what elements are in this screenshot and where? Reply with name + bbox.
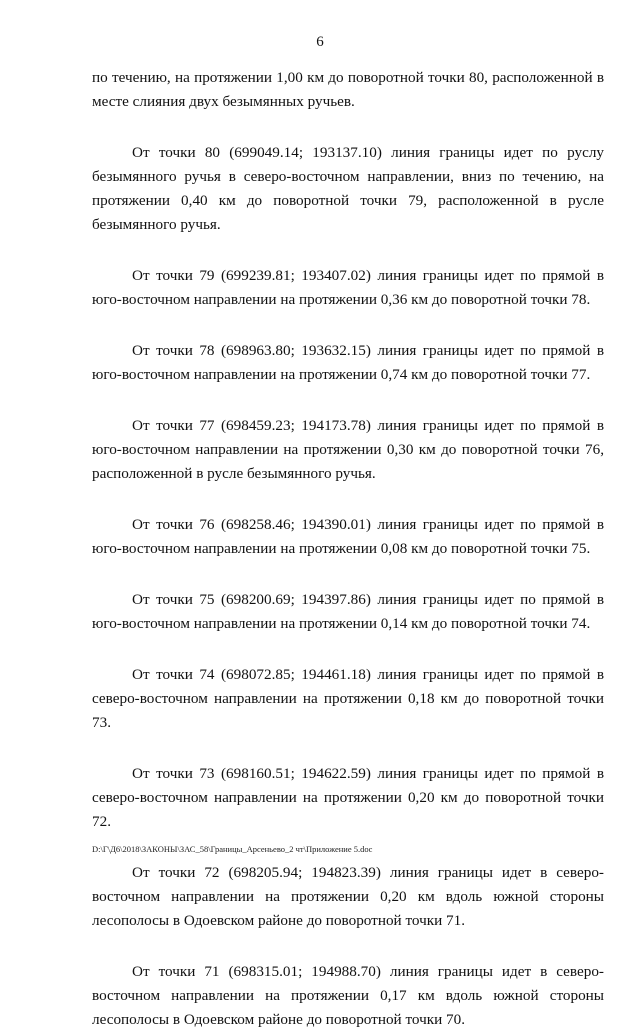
paragraph-point-78: От точки 78 (698963.80; 193632.15) линия границы идет по прямой в юго-восточном направлении на протяжении 0,74 км до поворотной точки 77. [92, 342, 604, 383]
paragraph-point-76: От точки 76 (698258.46; 194390.01) линия границы идет по прямой в юго-восточном направлении на протяжении 0,08 км до поворотной точки 75. [92, 516, 604, 557]
paragraph-point-77: От точки 77 (698459.23; 194173.78) линия границы идет по прямой в юго-восточном направлении на протяжении 0,30 км до поворотной точки 76, расположенной в русле безымянного ручья. [92, 417, 604, 482]
paragraph-continuation: по течению, на протяжении 1,00 км до поворотной точки 80, расположенной в месте слияния двух безымянных ручьев. [92, 69, 604, 110]
page-number: 6 [316, 34, 324, 50]
paragraph-point-74: От точки 74 (698072.85; 194461.18) линия границы идет по прямой в северо-восточном направлении на протяжении 0,18 км до поворотной точки 73. [92, 666, 604, 731]
paragraph-point-73: От точки 73 (698160.51; 194622.59) линия границы идет по прямой в северо-восточном направлении на протяжении 0,20 км до поворотной точки 72. [92, 765, 604, 830]
paragraph-point-75: От точки 75 (698200.69; 194397.86) линия границы идет по прямой в юго-восточном направлении на протяжении 0,14 км до поворотной точки 74. [92, 591, 604, 632]
paragraph-point-80: От точки 80 (699049.14; 193137.10) линия границы идет по руслу безымянного ручья в северо-восточном направлении, вниз по течению, на протяжении 0,40 км до поворотной точки 79, расположенной в русле безымянного ручья. [92, 144, 604, 233]
file-path-footer: D:\Г\Д6\2018\ЗАКОНЫ\ЗАС_58\Границы_Арсеньево_2 чт\Приложение 5.doc [92, 844, 373, 854]
paragraph-point-79: От точки 79 (699239.81; 193407.02) линия границы идет по прямой в юго-восточном направлении на протяжении 0,36 км до поворотной точки 78. [92, 267, 604, 308]
paragraph-point-71: От точки 71 (698315.01; 194988.70) линия границы идет в северо-восточном направлении на протяжении 0,17 км вдоль южной стороны лесополосы в Одоевском районе до поворотной точки 70. [92, 963, 604, 1028]
document-body [92, 66, 604, 1032]
paragraph-point-72: От точки 72 (698205.94; 194823.39) линия границы идет в северо-восточном направлении на протяжении 0,20 км вдоль южной стороны лесополосы в Одоевском районе до поворотной точки 71. [92, 864, 604, 929]
